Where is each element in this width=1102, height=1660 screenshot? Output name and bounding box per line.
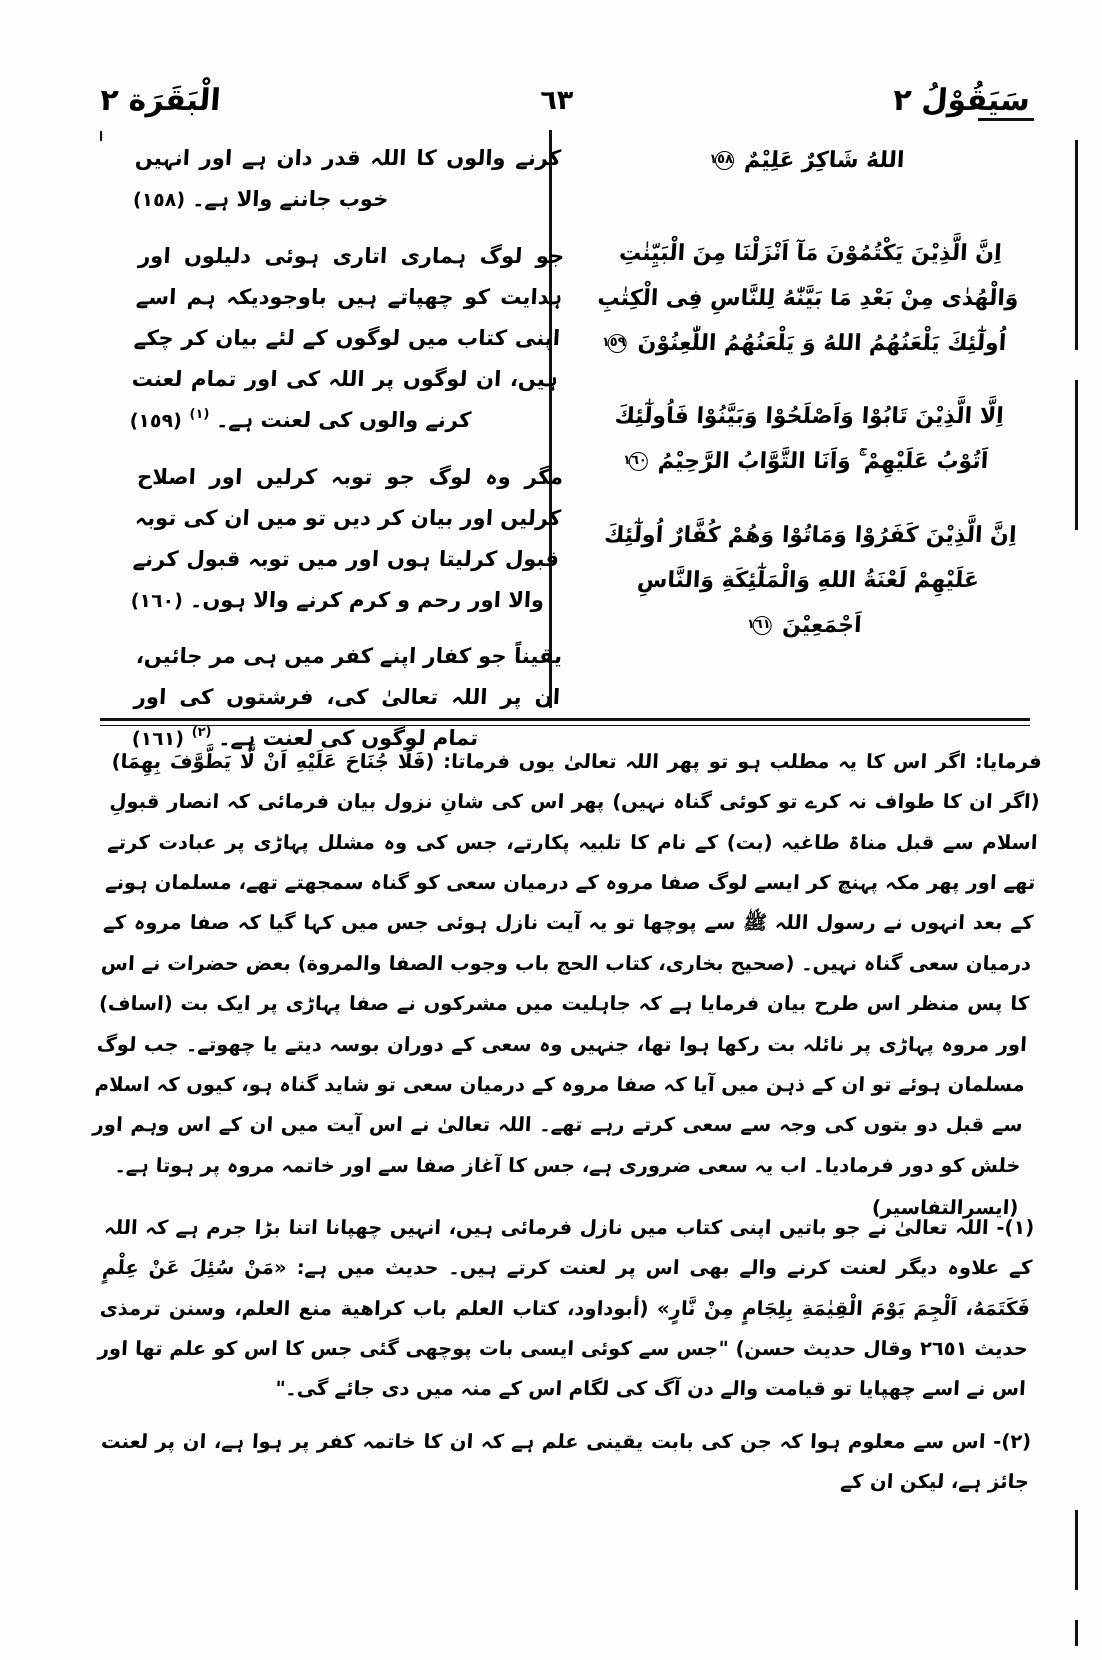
- juz-label: سَيَقُوْلُ ٢: [891, 83, 1032, 118]
- translation-paragraph: [132, 138, 562, 220]
- hadith-citation: (أبوداود، کتاب العلم باب کراهية منع العلم، وسنن ترمذی حدیث ٢٦٥١ وقال حدیث حسن): [99, 1296, 1029, 1361]
- arabic-verse-column: [578, 132, 1030, 708]
- translation-paragraph: [131, 636, 563, 759]
- translation-text: کرنے والوں کا اللہ قدر دان ہے اور انہیں خوب جاننے والا ہے۔: [134, 146, 562, 211]
- ayah-line: [595, 138, 1021, 183]
- page-edge-mark: [1075, 1510, 1078, 1590]
- footnote-reference[interactable]: (٢): [191, 725, 212, 741]
- ayah-line: [592, 513, 1023, 648]
- page-edge-mark: [1075, 380, 1078, 530]
- page-number: ٦٣: [540, 85, 574, 116]
- ayah-line: [594, 394, 1023, 484]
- urdu-translation-column: [128, 132, 578, 751]
- ayah-text: اِلَّا الَّذِيْنَ تَابُوْا وَاَصْلَحُوْا وَبَيَّنُوْا فَاُولٰٓئِكَ اَتُوْبُ عَلَيْهِمْ ۚ وَاَنَا التَّوَّابُ الرَّحِيْمُ: [614, 404, 1005, 475]
- ayah-number-badge: ١٥٩: [608, 334, 627, 353]
- verse-translation-block: [100, 132, 1030, 751]
- footnote-text: اس سے معلوم ہوا کہ جن کی بابت یقینی علم ہے کہ ان کا خاتمہ کفر پر ہوا ہے، ان پر لعنت جائز ہے، لیکن ان کے: [100, 1429, 1030, 1494]
- translation-paragraph: [129, 236, 566, 441]
- ayah-number-badge: ١٦٠: [628, 452, 647, 471]
- quran-quote: (فَلَا جُنَاحَ عَلَيْهِ اَنْ لَّا يَطَّوَّفَ بِهِمَا): [111, 750, 435, 773]
- running-header: [100, 58, 1030, 116]
- ayah-number-badge: ١٦١: [753, 616, 772, 635]
- translation-text: مگر وہ لوگ جو توبہ کرلیں اور اصلاح کرلیں اور بیان کر دیں تو میں ان کی توبہ قبول کرلیتا ہوں اور میں توبہ قبول کرنے والا اور رحم و کرم کرنے والا ہوں۔: [132, 464, 564, 612]
- page-edge-mark: [1075, 140, 1078, 350]
- ayah-text: اِنَّ الَّذِيْنَ يَكْتُمُوْنَ مَآ اَنْزَلْنَا مِنَ الْبَيِّنٰتِ وَالْهُدٰى مِنْ بَعْدِ مَا بَيَّنّٰهُ لِلنَّاسِ فِى الْكِتٰبِ اُولٰٓئِكَ يَلْعَنُهُمُ اللهُ وَ يَلْعَنُهُمُ اللّٰعِنُوْنَ: [596, 241, 1020, 357]
- tafsir-lead: فرمایا: اگر اس کا یہ مطلب ہو تو پھر اللہ تعالیٰ یوں فرماتا:: [442, 750, 1043, 773]
- tafsir-body: [87, 742, 1042, 1228]
- footnote-reference[interactable]: (١): [189, 406, 210, 422]
- footnote-item: [98, 1422, 1032, 1503]
- ayah-line: [592, 231, 1023, 366]
- translation-verse-number: (١٥٨): [132, 188, 186, 211]
- tafsir-commentary: [92, 742, 1043, 1228]
- translation-verse-number: (١٦١): [131, 728, 185, 751]
- page-edge-mark: [1075, 1620, 1078, 1646]
- tafsir-continue: بعض حضرات نے اس کا پس منظر اس طرح بیان فرمایا ہے کہ جاہلیت میں مشرکوں نے صفا پہاڑی پر ایک بت (اساف) اور مروہ پہاڑی پر نائلہ بت رکھا ہوا تھا، جنہیں وہ سعی کے دوران بوسہ دیتے یا چھوتے۔ جب لوگ مسلمان ہوئے تو ان کے ذہن میں آیا کہ صفا مروہ کے درمیان سعی تو شاید گناہ ہو، کیوں کہ اسلام سے قبل دو بتوں کی وجہ سے سعی کرتے رہے تھے۔ اللہ تعالیٰ نے اس آیت میں ان کے اس وہم اور خلش کو دور فرمادیا۔ اب یہ سعی ضروری ہے، جس کا آغاز صفا سے اور خاتمہ مروہ پر ہوتا ہے۔: [92, 951, 1030, 1177]
- translation-paragraph: [130, 457, 565, 621]
- translation-verse-number: (١٥٩): [129, 409, 183, 432]
- footnote-marker: (١)-: [995, 1216, 1035, 1239]
- translation-verse-number: (١٦٠): [130, 589, 184, 612]
- footnote-text: اللہ تعالیٰ نے جو باتیں اپنی کتاب میں نازل فرمائی ہیں، انہیں چھپانا اتنا بڑا جرم ہے کہ اللہ کے علاوہ دیگر لعنت کرنے والے بھی اس پر لعنت کرتے ہیں۔ حدیث میں ہے:: [103, 1216, 1033, 1280]
- footnote-marker: (٢)-: [992, 1429, 1032, 1453]
- footnotes-section: [97, 1208, 1035, 1503]
- surah-label: الْبَقَرَة ٢: [98, 83, 222, 118]
- footnote-item: [95, 1208, 1036, 1410]
- ayah-text: اللهُ شَاكِرٌ عَلِيْمٌ: [743, 148, 906, 173]
- ayah-text: اِنَّ الَّذِيْنَ كَفَرُوْا وَمَاتُوْا وَهُمْ كُفَّارٌ اُولٰٓئِكَ عَلَيْهِمْ لَعْنَةُ اللهِ وَالْمَلٰٓئِكَةِ وَالنَّاسِ اَجْمَعِيْنَ: [603, 522, 1018, 638]
- tafsir-source-citation: (ایسرالتفاسیر): [871, 1195, 1019, 1219]
- header-rule-right: [978, 118, 1034, 121]
- tafsir-after-quote: (اگر ان کا طواف نہ کرے تو کوئی گناہ نہیں) پھر اس کی شانِ نزول بیان فرمائی کہ انصار قبولِ اسلام سے قبل مناۃ طاغیہ (بت) کے نام کا تلبیہ پکارتے، جس کی وہ مشلل پہاڑی پر عبادت کرتے تھے اور پھر مکہ پہنچ کر ایسے لوگ صفا مروہ کے درمیان سعی کو گناہ سمجھتے تھے، مسلمان ہونے کے بعد انہوں نے رسول اللہ ﷺ سے پوچھا تو یہ آیت نازل ہوئی جس میں کہا گیا کہ صفا مروہ کے درمیان سعی گناہ نہیں۔: [102, 790, 1041, 975]
- translation-text: جو لوگ ہماری اتاری ہوئی دلیلوں اور ہدایت کو چھپاتے ہیں باوجودیکہ ہم اسے اپنی کتاب میں لوگوں کے لئے بیان کر چکے ہیں، ان لوگوں پر اللہ کی اور تمام لعنت کرنے والوں کی لعنت ہے۔: [131, 243, 565, 432]
- ayah-number-badge: ١٥٨: [715, 151, 734, 170]
- translation-text: یقیناً جو کفار اپنے کفر میں ہی مر جائیں، ان پر اللہ تعالیٰ کی، فرشتوں کی اور تمام لوگوں کی لعنت ہے۔: [133, 644, 563, 751]
- hadith-arabic-text: «مَنْ سُئِلَ عَنْ عِلْمٍ فَكَتَمَهُ، اَلْجِمَ يَوْمَ الْقِيٰمَةِ بِلِجَامٍ مِنْ نَّارٍ»: [101, 1256, 1031, 1320]
- footnote-translation: "جس سے کوئی ایسی بات پوچھی گئی جس کا اس کو علم تھا اور اس نے اسے چھپایا تو قیامت والے دن آگ کی لگام اس کے منہ میں دی جائے گی۔": [97, 1337, 1027, 1401]
- hadith-citation: (صحیح بخاری، کتاب الحج باب وجوب الصفا والمروة): [297, 951, 796, 975]
